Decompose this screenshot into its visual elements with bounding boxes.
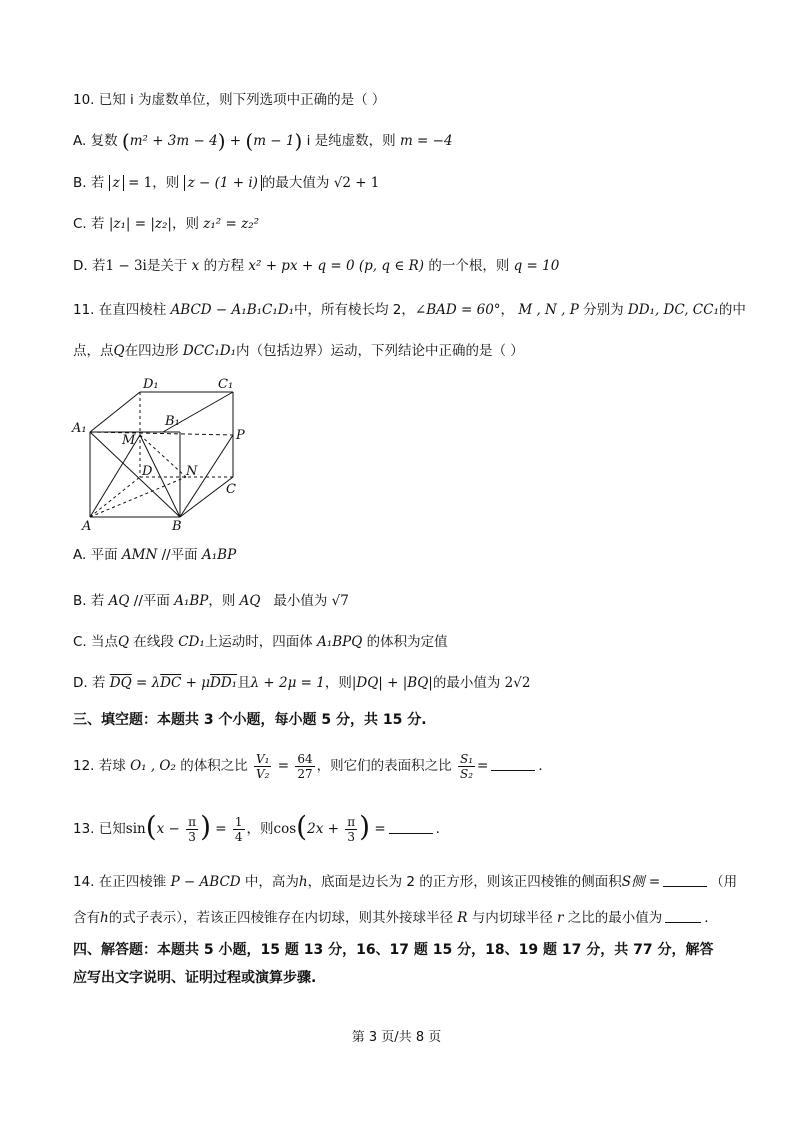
q13-cos: cos: [273, 821, 297, 837]
q10-d-result: q = 10: [513, 258, 560, 274]
q10-b-expr: z − (1 + i): [184, 175, 262, 191]
q10-a-result: m = −4: [399, 133, 453, 149]
label-c1: C₁: [218, 377, 234, 392]
q13-three-1: 3: [188, 829, 196, 844]
q14-r: r: [557, 910, 564, 926]
q10-a-rest: i 是纯虚数，则: [302, 133, 396, 149]
q12-r-num: 64: [297, 751, 313, 766]
q14-line2-a: 含有: [73, 910, 100, 926]
q10-option-b: [73, 173, 379, 193]
q10-c-cond: |z₁| = |z₂|: [108, 216, 172, 232]
q10-d-label: D. 若: [73, 258, 106, 274]
q10-c-value: z₁² = z₂²: [203, 216, 260, 232]
q14-line1-c: ，底面是边长为 2 的正方形，则该正四棱锥的侧面积: [307, 874, 622, 890]
q14-h: h: [298, 874, 308, 890]
label-d: D: [142, 464, 153, 479]
q11-edges: DD₁, DC, CC₁: [627, 302, 719, 318]
q11-option-d: [73, 673, 530, 693]
q12-end: .: [538, 758, 543, 774]
q13-sin: sin: [125, 821, 146, 837]
q11-stem-end: 的中: [718, 302, 746, 318]
label-c: C: [226, 482, 236, 497]
q14-line2: [73, 908, 709, 928]
q10-d-var: x: [191, 258, 200, 274]
q12-num: 12. 若球: [73, 758, 126, 774]
q11-prism: ABCD − A₁B₁C₁D₁: [170, 302, 295, 318]
q11-c-rest: 的体积为定值: [366, 634, 448, 650]
q11-b-rest2: 最小值为: [273, 593, 328, 609]
q13-three-2: 3: [347, 829, 355, 844]
q11-b-label: B. 若: [73, 593, 105, 609]
q10-b-label: B. 若: [73, 175, 105, 191]
page-number: 第 3 页/共 8 页: [351, 1030, 442, 1045]
q10-d-cond: (p, q ∈ R): [358, 258, 425, 274]
q14-pyramid: P − ABCD: [170, 874, 241, 890]
q11-b-value: √7: [331, 593, 349, 609]
q10-stem: [73, 90, 385, 110]
q11-d-v2: $\overline{DC}$: [160, 675, 182, 691]
q11-d-v3: DD₁: [210, 675, 238, 691]
q11-d-rest2: 的最小值为: [432, 675, 501, 691]
q12-s-den: S₂: [459, 766, 473, 781]
label-n: N: [186, 464, 198, 479]
q10-b-value: √2 + 1: [333, 175, 380, 191]
q13-pi-third-2: [345, 815, 357, 844]
q11-a-plane2: A₁BP: [201, 547, 237, 563]
section-4-text-2: 应写出文字说明、证明过程或演算步骤.: [73, 970, 317, 986]
q13-pi-third-1: [186, 815, 198, 844]
q10-d-root: 1 − 3i: [105, 258, 147, 274]
q14-line1-d: （用: [710, 874, 738, 890]
q10-b-rest: 的最大值为: [261, 175, 330, 191]
q12-v-den: V₂: [256, 766, 270, 781]
q14-line1: 14. 在正四棱锥 P − ABCD 中，高为h，底面是边长为 2 的正方形，则该正四棱锥的侧面积S侧 = （用: [73, 874, 738, 890]
q11-d-v1: $\overline{DQ}$: [109, 675, 132, 691]
q13-arg2: 2x +: [307, 821, 339, 837]
q11-c-mid2: 上运动时，四面体: [204, 634, 313, 650]
q13: 13. 已知sin(x − $\frac{\pi}{3}$ ) = $\frac{1}{4}$ ，则cos(2x + $\frac{\pi}{3}$ ) = .: [73, 810, 440, 844]
q11-stem-line1: [73, 300, 746, 320]
label-p: P: [236, 428, 245, 443]
q13-quarter: [233, 815, 245, 844]
label-b1: B₁: [165, 414, 180, 429]
q13-num: 13. 已知: [73, 821, 126, 837]
q12-rest: ，则它们的表面积之比: [316, 758, 452, 774]
section-3-text: 三、填空题：本题共 3 个小题，每小题 5 分，共 15 分.: [73, 712, 427, 728]
section-4-heading-line1: [73, 940, 713, 960]
q12-answer-blank[interactable]: [491, 758, 535, 771]
q13-rest: ，则: [246, 821, 274, 837]
q10-c-label: C. 若: [73, 216, 105, 232]
q10-d-mid3: 的一个根，则: [428, 258, 510, 274]
q10-a-label: A. 复数: [73, 133, 118, 149]
q11-b-line: AQ: [108, 593, 130, 609]
section-4-heading-line2: [73, 968, 316, 988]
q14-R: R: [457, 910, 468, 926]
q10-d-eq: x² + px + q = 0: [248, 258, 355, 274]
q10-stem-text: 10. 已知 i 为虚数单位，则下列选项中正确的是（ ）: [73, 92, 386, 108]
q12-r-fraction: [295, 752, 314, 781]
q13-answer-blank[interactable]: [389, 821, 433, 834]
label-m: M: [122, 433, 136, 448]
q11-stem-mid1: 中，所有棱长均 2，: [294, 302, 415, 318]
q11-stem-mid2: ，: [500, 302, 515, 318]
q11-d-eq: = λ: [135, 675, 161, 691]
q14-h-2: h: [100, 910, 109, 926]
q11-q-point: Q: [113, 343, 125, 359]
q11-stem2-a: 点，点: [73, 343, 114, 359]
q11-b-mid: //平面: [133, 593, 170, 609]
q13-pi-2: π: [347, 814, 356, 829]
q13-one: 1: [234, 814, 243, 829]
label-a: A: [82, 519, 92, 534]
q11-stem-num: 11. 在直四棱柱: [73, 302, 167, 318]
q12-eq: =: [277, 758, 290, 774]
q11-d-and: 且: [237, 675, 251, 691]
q11-stem2-c: 内（包括边界）运动，下列结论中正确的是（ ）: [236, 343, 524, 359]
q14-s-side: S侧: [621, 874, 645, 890]
q13-end: .: [435, 821, 440, 837]
q14-line2-c: 与内切球半径: [471, 910, 553, 926]
q11-a-plane1: AMN: [121, 547, 158, 563]
q11-d-value: 2√2: [504, 675, 531, 691]
q11-b-rest: ，则: [208, 593, 236, 609]
q11-option-b: [73, 591, 349, 611]
q11-angle: ∠BAD = 60°: [414, 302, 501, 318]
q10-c-rest: ，则: [171, 216, 199, 232]
q14-line2-b: 的式子表示），若该正四棱锥存在内切球，则其外接球半径: [108, 910, 453, 926]
q12-balls: O₁ , O₂: [130, 758, 176, 774]
q14-answer-blank-2[interactable]: [665, 910, 701, 923]
q11-stem2-b: 在四边形: [124, 343, 179, 359]
q11-a-mid: //平面: [161, 547, 198, 563]
section-4-text-1: 四、解答题：本题共 5 小题，15 题 13 分，16、17 题 15 分，18、19 题 17 分，共 77 分，解答: [73, 942, 714, 958]
q11-option-c: [73, 632, 448, 652]
q11-c-pt: Q: [118, 634, 130, 650]
q11-c-seg: CD₁: [178, 634, 205, 650]
q13-four: 4: [234, 829, 243, 844]
q11-d-rest: ，则: [324, 675, 352, 691]
q14-line1-a: 14. 在正四棱锥: [73, 874, 167, 890]
q14-end: .: [704, 910, 709, 926]
q11-b-line2: AQ: [239, 593, 261, 609]
q12-v-fraction: [254, 752, 271, 781]
q11-face: DCC₁D₁: [182, 343, 237, 359]
section-3-heading: [73, 710, 427, 730]
prism-figure: [68, 370, 258, 535]
edge-a-d: [90, 477, 140, 517]
q10-a-expr2: m − 1: [253, 133, 295, 149]
q10-b-eq: = 1，则: [128, 175, 180, 191]
q10-option-c: [73, 214, 259, 234]
q11-a-label: A. 平面: [73, 547, 118, 563]
q10-b-cond: z: [109, 175, 124, 191]
q13-eq-1: =: [215, 821, 227, 837]
q12-v-num: V₁: [256, 751, 270, 766]
q11-stem-mid3: 分别为: [583, 302, 624, 318]
label-d1: D₁: [143, 377, 159, 392]
q11-d-plus: + μ: [185, 675, 210, 691]
q11-stem-line2: [73, 341, 524, 361]
q14-line1-b: 中，高为: [244, 874, 299, 890]
q11-c-mid: 在线段: [133, 634, 174, 650]
page-footer: [0, 1026, 793, 1045]
q12-s-fraction: [458, 752, 475, 781]
q11-points: M , N , P: [518, 302, 579, 318]
q11-c-label: C. 当点: [73, 634, 119, 650]
q10-a-expr1: m² + 3m − 4: [129, 133, 218, 149]
q11-option-a: [73, 545, 236, 565]
q12-s-num: S₁: [459, 751, 473, 766]
q12-mid: 的体积之比: [180, 758, 248, 774]
q13-arg1: x −: [156, 821, 180, 837]
label-b: B: [172, 519, 182, 534]
q14-line2-d: 之比的最小值为: [567, 910, 663, 926]
q13-eq-2: =: [374, 821, 386, 837]
q10-a-plus: +: [229, 133, 242, 149]
q11-d-label: D. 若: [73, 675, 106, 691]
q11-c-tetra: A₁BPQ: [317, 634, 363, 650]
q12: 12. 若球 O₁ , O₂ 的体积之比 $\frac{\text{V₁}}{\text{V₂}}$ = $\frac{64}{27}$ ，则它们的表面积之比 $\frac{\text{S₁}}{\text{S₂}}$ = .: [73, 751, 543, 781]
q11-b-plane: A₁BP: [174, 593, 209, 609]
edge-a1-d1: [90, 392, 140, 432]
q12-r-den: 27: [297, 766, 313, 781]
q10-d-mid1: 是关于: [146, 258, 188, 274]
q10-option-a: A. 复数 (m² + 3m − 4) + (m − 1) i 是纯虚数，则 m = −4: [73, 129, 453, 153]
q11-d-expr: |DQ| + |BQ|: [351, 675, 433, 691]
q11-d-cond: λ + 2μ = 1: [250, 675, 325, 691]
line-a-n: [90, 477, 186, 517]
q13-pi-1: π: [188, 814, 197, 829]
label-a1: A₁: [72, 421, 87, 436]
q10-option-d: [73, 256, 559, 276]
q10-d-mid2: 的方程: [203, 258, 245, 274]
q14-answer-blank-1[interactable]: [663, 874, 707, 887]
